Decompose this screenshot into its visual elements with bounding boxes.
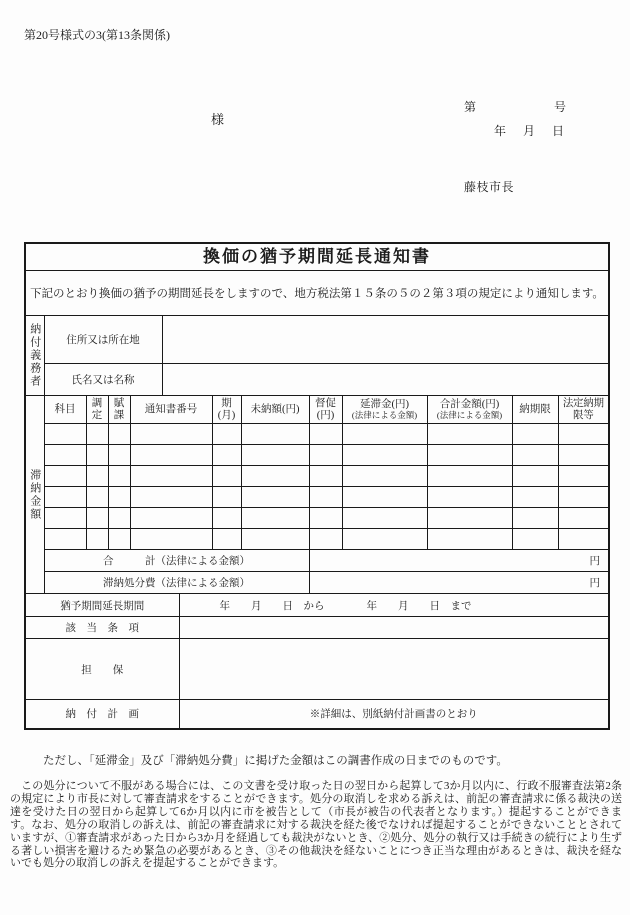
column-header-kamoku: 科目: [44, 396, 86, 424]
arrears-group-label-cell: [26, 396, 44, 594]
arrears-empty-row: [26, 445, 608, 466]
notice-title: 換価の猶予期間延長通知書: [26, 244, 608, 271]
appeal-instructions: この処分について不服がある場合には、この文書を受け取った日の翌日から起算して3か月以内に、行政不服審査法第2条の規定により市長に対して審査請求をすることができます。処分の取消しを求める訴えは、前記の審査請求に係る裁決の送達を受けた日の翌日から起算して6か月以内に市を被告として（市長が被告の代表者となります。）提起することができます。なお、処分の取消しの訴えは、前記の審査請求に対する裁決を経た後でなければ提起することができないこととされていますが、①審査請求があった日から3か月を経過しても裁決がないとき、②処分、処分の執行又は手続きの続行により生ずる著しい損害を避けるため緊急の必要があるとき、③その他裁決を経ないことにつき正当な理由があるときは、裁決を経ないでも処分の取消しの訴えを提起することができます。: [10, 780, 622, 870]
sender-mayor: 藤枝市長: [464, 180, 515, 194]
column-header-notice-number: 通知書番号: [130, 396, 212, 424]
column-header-fuka: 賦 課: [108, 396, 130, 424]
address-value-cell: [162, 316, 608, 364]
date-line: [464, 122, 566, 139]
notice-form-table: [24, 242, 610, 730]
disposition-cost-label: 滞納処分費（法律による金額）: [44, 572, 309, 594]
column-header-gokei-kingaku: 合計金額(円) (法律による金額): [427, 396, 512, 424]
payment-plan-label: 納 付 計 画: [26, 700, 179, 728]
column-header-chotei: 調 定: [86, 396, 108, 424]
document-number-block: [464, 98, 566, 139]
extension-period-value: 年 月 日 から 年 月 日 まで: [179, 594, 608, 617]
column-header-tokusoku: 督促 (円): [309, 396, 342, 424]
extension-period-label: 猶予期間延長期間: [26, 594, 179, 617]
arrears-empty-row: [26, 466, 608, 487]
taxpayer-group-label-cell: [26, 316, 44, 396]
arrears-empty-row: [26, 508, 608, 529]
collateral-value-cell: [179, 639, 608, 700]
date-year-label: 年: [493, 124, 506, 138]
doc-number-prefix: 第: [464, 100, 477, 114]
column-header-ki-month: 期 (月): [212, 396, 241, 424]
column-header-hotei-nokigen: 法定納期限等: [558, 396, 608, 424]
date-day-label: 日: [551, 124, 564, 138]
proviso-note: ただし、「延滞金」及び「滞納処分費」に掲げた金額はこの調書作成の日までのものです。: [43, 755, 508, 767]
name-value-cell: [162, 364, 608, 396]
arrears-empty-row: [26, 529, 608, 550]
details-section: [26, 593, 608, 728]
collateral-label: 担 保: [26, 639, 179, 700]
arrears-section: [26, 395, 608, 594]
form-number: 第20号様式の3(第13条関係): [24, 28, 170, 42]
total-value-cell: 円: [309, 550, 608, 572]
arrears-group-label: 滞納金額: [28, 468, 41, 521]
column-header-unpaid: 未納額(円): [241, 396, 309, 424]
disposition-cost-value-cell: 円: [309, 572, 608, 594]
doc-number-suffix: 号: [553, 100, 566, 114]
taxpayer-section: [26, 315, 608, 396]
address-label: 住所又は所在地: [44, 316, 162, 364]
arrears-empty-row: [26, 487, 608, 508]
column-header-nokigen: 納期限: [512, 396, 558, 424]
payment-plan-value: ※詳細は、別紙納付計画書のとおり: [179, 700, 608, 728]
notice-intro-text: 下記のとおり換価の猶予の期間延長をしますので、地方税法第１５条の５の２第３項の規定により通知します。: [26, 271, 608, 316]
total-label: 合 計（法律による金額）: [44, 550, 309, 572]
date-month-label: 月: [522, 124, 535, 138]
taxpayer-group-label: 納付義務者: [28, 323, 41, 388]
column-header-entaikin: 延滞金(円) (法律による金額): [342, 396, 427, 424]
addressee-honorific: 様: [211, 112, 225, 127]
applicable-clause-label: 該 当 条 項: [26, 617, 179, 639]
arrears-empty-row: [26, 424, 608, 445]
applicable-clause-value-cell: [179, 617, 608, 639]
document-number-line: [464, 98, 566, 115]
name-label: 氏名又は名称: [44, 364, 162, 396]
